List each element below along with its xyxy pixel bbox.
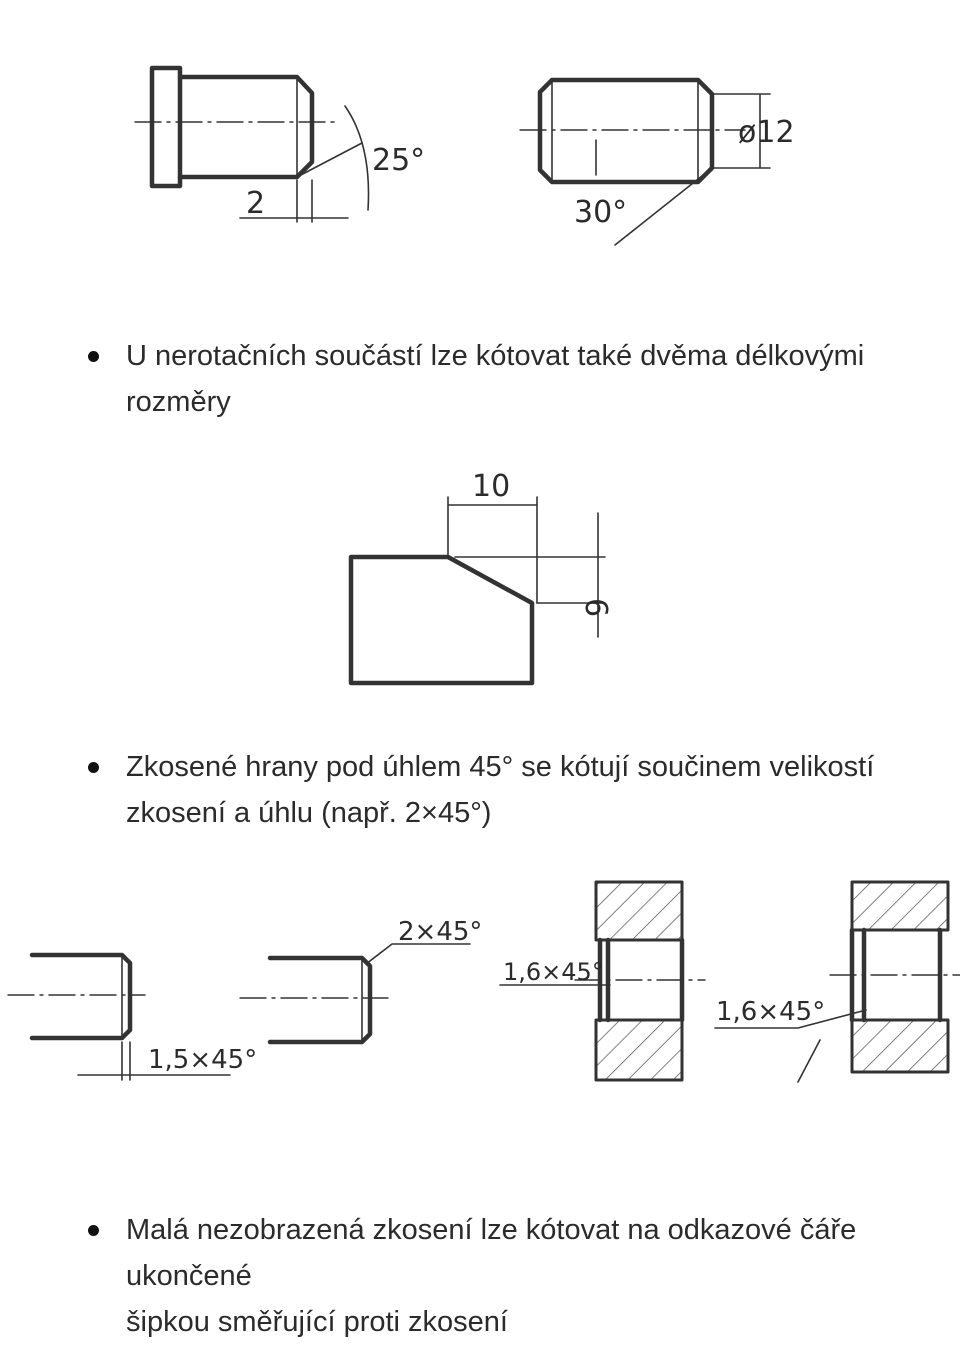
dim-angle-30: 30° bbox=[574, 195, 628, 230]
bullet-3-line-2: šipkou směřující proti zkosení bbox=[126, 1306, 508, 1338]
bullet-2-line-2: zkosení a úhlu (např. 2×45°) bbox=[126, 797, 492, 829]
figure-nonrotational-drawing bbox=[0, 465, 960, 695]
dim-vertical: 6 bbox=[578, 598, 613, 618]
bullet-1-line-2: rozměry bbox=[126, 386, 231, 418]
bullet-dot bbox=[88, 351, 99, 362]
figure-chamfer-examples bbox=[0, 870, 960, 1090]
label-chamfer-b: 2×45° bbox=[398, 917, 483, 947]
bullet-dot bbox=[88, 762, 99, 773]
bullet-text-1 bbox=[126, 333, 946, 425]
figure-nonrotational-part bbox=[0, 465, 960, 695]
figure-chamfer-shafts-drawing bbox=[0, 50, 960, 260]
dim-length: 2 bbox=[246, 186, 266, 221]
bullet-text-3 bbox=[126, 1207, 946, 1345]
right-shaft bbox=[520, 80, 770, 245]
dim-horizontal: 10 bbox=[472, 469, 511, 504]
bullet-3-line-1: Malá nezobrazená zkosení lze kótovat na odkazové čáře ukončené bbox=[126, 1214, 857, 1292]
bullet-text-2 bbox=[126, 744, 946, 836]
bullet-dot bbox=[88, 1225, 99, 1236]
dim-angle: 25° bbox=[372, 143, 426, 178]
dim-diameter: ø12 bbox=[738, 115, 795, 150]
bullet-1-line-1: U nerotačních součástí lze kótovat také dvěma délkovými bbox=[126, 340, 865, 372]
figure-chamfer-shafts bbox=[0, 50, 960, 260]
figure-chamfer-examples-drawing bbox=[0, 870, 960, 1090]
bullet-2-line-1: Zkosené hrany pod úhlem 45° se kótují součinem velikostí bbox=[126, 751, 875, 783]
label-chamfer-c: 1,6×45° bbox=[503, 958, 604, 986]
label-chamfer-d: 1,6×45° bbox=[716, 997, 826, 1027]
label-chamfer-a: 1,5×45° bbox=[148, 1045, 258, 1075]
